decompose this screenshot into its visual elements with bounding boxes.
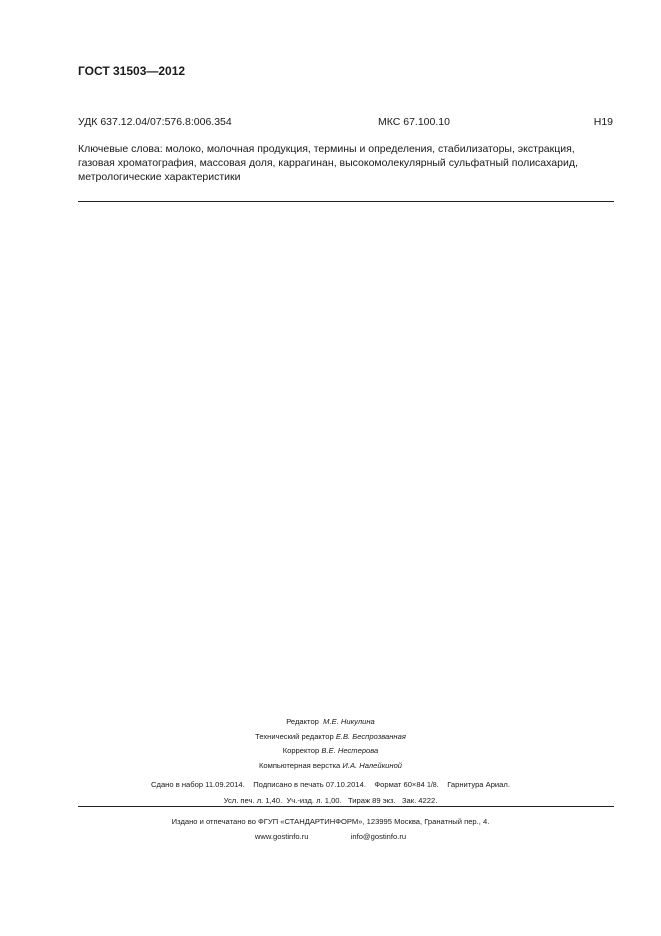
- keywords-line: газовая хроматография, массовая доля, каррагинан, высокомолекулярный сульфатный полисахарид,: [78, 157, 578, 169]
- classification-code: Н19: [593, 116, 613, 128]
- keywords-line: Ключевые слова: молоко, молочная продукция, термины и определения, стабилизаторы, экстракция,: [78, 143, 575, 155]
- corrector-row: [0, 744, 661, 759]
- contacts-line: [0, 830, 661, 845]
- email-link[interactable]: info@gostinfo.ru: [350, 831, 407, 841]
- website-link[interactable]: www.gostinfo.ru: [254, 831, 309, 841]
- format-fraction: 1/8: [426, 782, 437, 789]
- tech-editor-name: Е.В. Беспрозванная: [335, 731, 406, 741]
- layout-label: Компьютерная верстка: [258, 760, 341, 770]
- print-run: Тираж 89 экз.: [347, 795, 396, 805]
- print-sheets: Усл. печ. л. 1,40.: [223, 795, 283, 805]
- editor-row: [0, 715, 661, 730]
- corrector-name: В.Е. Нестерова: [321, 746, 379, 755]
- corrector-label: Корректор: [282, 746, 320, 755]
- divider-top: [78, 201, 614, 202]
- format-label: Формат 60×84: [374, 780, 425, 789]
- layout-row: [0, 759, 661, 774]
- pub-sheets: Уч.-изд. л. 1,00.: [286, 795, 342, 805]
- footer-block: [0, 815, 661, 844]
- layout-name: И.А. Налейкиной: [342, 760, 403, 770]
- standard-number: ГОСТ 31503—2012: [78, 64, 186, 78]
- typeface: Гарнитура Ариал.: [447, 780, 510, 789]
- divider-bottom: [78, 806, 614, 807]
- tech-editor-row: [0, 730, 661, 745]
- keywords-block: [78, 142, 614, 184]
- publishing-block: [0, 778, 661, 808]
- editor-name: М.Е. Никулина: [323, 717, 375, 726]
- credits-block: [0, 715, 661, 773]
- order-number: Зак. 4222.: [401, 795, 438, 805]
- mks-code: МКС 67.100.10: [378, 116, 450, 128]
- keywords-line: метрологические характеристики: [78, 171, 241, 183]
- publishing-row-1: Сдано в набор 11.09.2014. Подписано в печать 07.10.2014. Формат 60×84 1/8. Гарнитура Ариал.: [151, 780, 510, 789]
- udk-code: УДК 637.12.04/07:576.8:006.354: [78, 116, 232, 128]
- signed-date: Подписано в печать 07.10.2014.: [253, 780, 366, 789]
- tech-editor-label: Технический редактор: [255, 731, 334, 741]
- publisher-line: Издано и отпечатано во ФГУП «СТАНДАРТИНФОРМ», 123995 Москва, Гранатный пер., 4.: [171, 817, 490, 826]
- editor-label: Редактор: [286, 717, 319, 726]
- sent-date: Сдано в набор 11.09.2014.: [151, 780, 245, 789]
